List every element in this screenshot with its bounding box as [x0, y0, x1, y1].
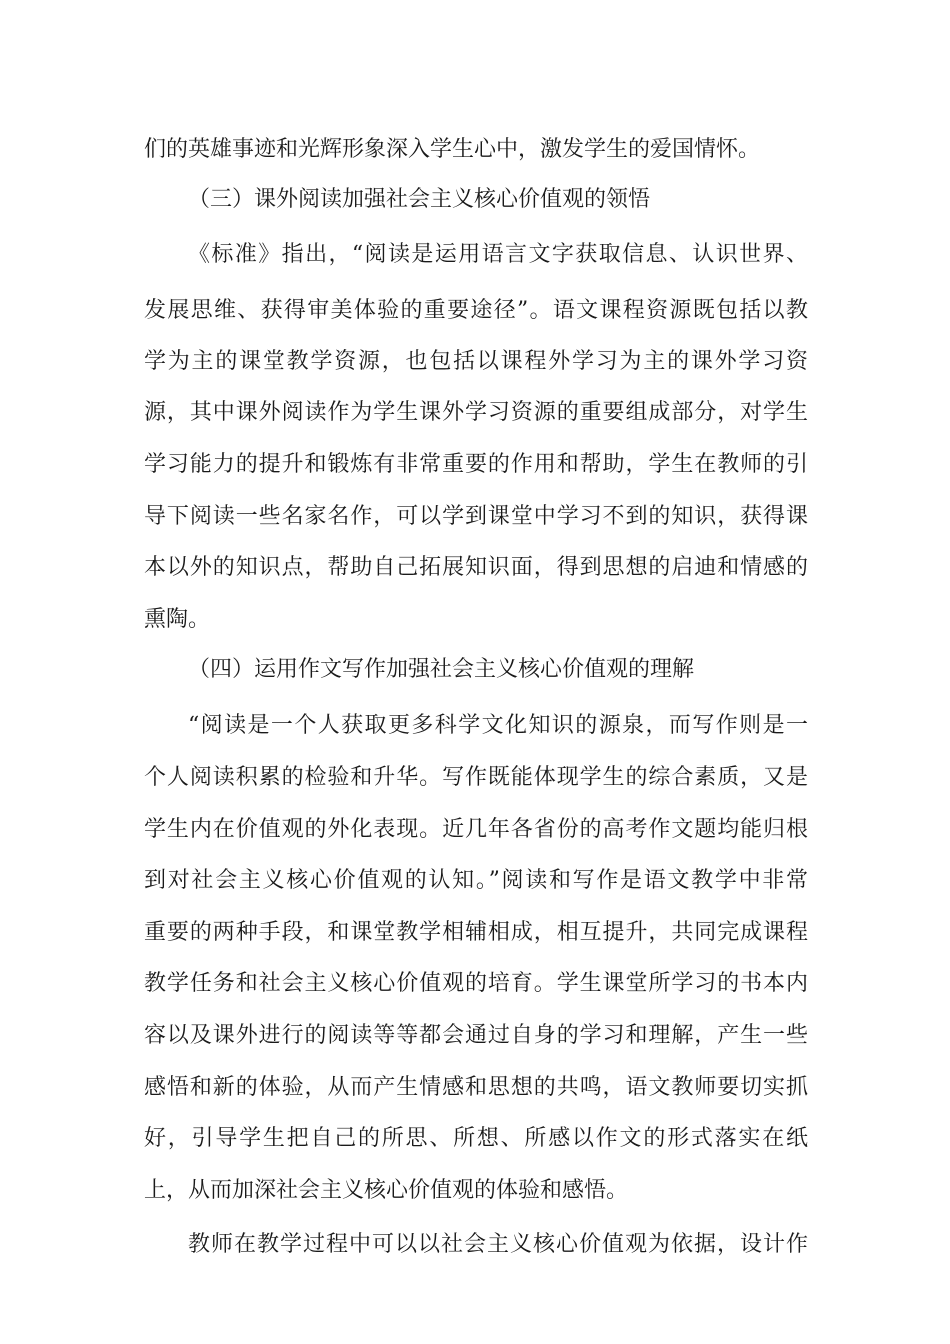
- text-line: 上，从而加深社会主义核心价值观的体验和感悟。: [144, 1178, 629, 1203]
- section-heading: （四）运用作文写作加强社会主义核心价值观的理解: [188, 657, 695, 682]
- text-line: 源，其中课外阅读作为学生课外学习资源的重要组成部分，对学生: [144, 400, 808, 425]
- text-line: 感悟和新的体验，从而产生情感和思想的共鸣，语文教师要切实抓: [144, 1075, 808, 1100]
- text-line: 学习能力的提升和锻炼有非常重要的作用和帮助，学生在教师的引: [144, 452, 808, 477]
- text-line: 发展思维、获得审美体验的重要途径”。语文课程资源既包括以教: [144, 298, 808, 323]
- text-line: 个人阅读积累的检验和升华。写作既能体现学生的综合素质，又是: [144, 765, 808, 790]
- text-line: 本以外的知识点，帮助自己拓展知识面，得到思想的启迪和情感的: [144, 555, 808, 580]
- text-line: 《标准》指出，“阅读是运用语言文字获取信息、认识世界、: [188, 242, 808, 267]
- text-line: 学生内在价值观的外化表现。近几年各省份的高考作文题均能归根: [144, 817, 808, 842]
- text-line: 导下阅读一些名家名作，可以学到课堂中学习不到的知识，获得课: [144, 504, 808, 529]
- text-line: 重要的两种手段，和课堂教学相辅相成，相互提升，共同完成课程: [144, 920, 808, 945]
- text-line: 好，引导学生把自己的所思、所想、所感以作文的形式落实在纸: [144, 1126, 808, 1151]
- text-line: 们的英雄事迹和光辉形象深入学生心中，激发学生的爱国情怀。: [144, 137, 761, 162]
- text-line: 熏陶。: [144, 607, 211, 632]
- text-line: “阅读是一个人获取更多科学文化知识的源泉，而写作则是一: [188, 713, 808, 738]
- text-line: 学为主的课堂教学资源，也包括以课程外学习为主的课外学习资: [144, 349, 808, 374]
- text-line: 到对社会主义核心价值观的认知。”阅读和写作是语文教学中非常: [144, 868, 808, 893]
- section-heading: （三）课外阅读加强社会主义核心价值观的领悟: [188, 187, 651, 212]
- text-line: 教师在教学过程中可以以社会主义核心价值观为依据，设计作: [188, 1232, 808, 1257]
- text-line: 容以及课外进行的阅读等等都会通过自身的学习和理解，产生一些: [144, 1023, 808, 1048]
- text-line: 教学任务和社会主义核心价值观的培育。学生课堂所学习的书本内: [144, 971, 808, 996]
